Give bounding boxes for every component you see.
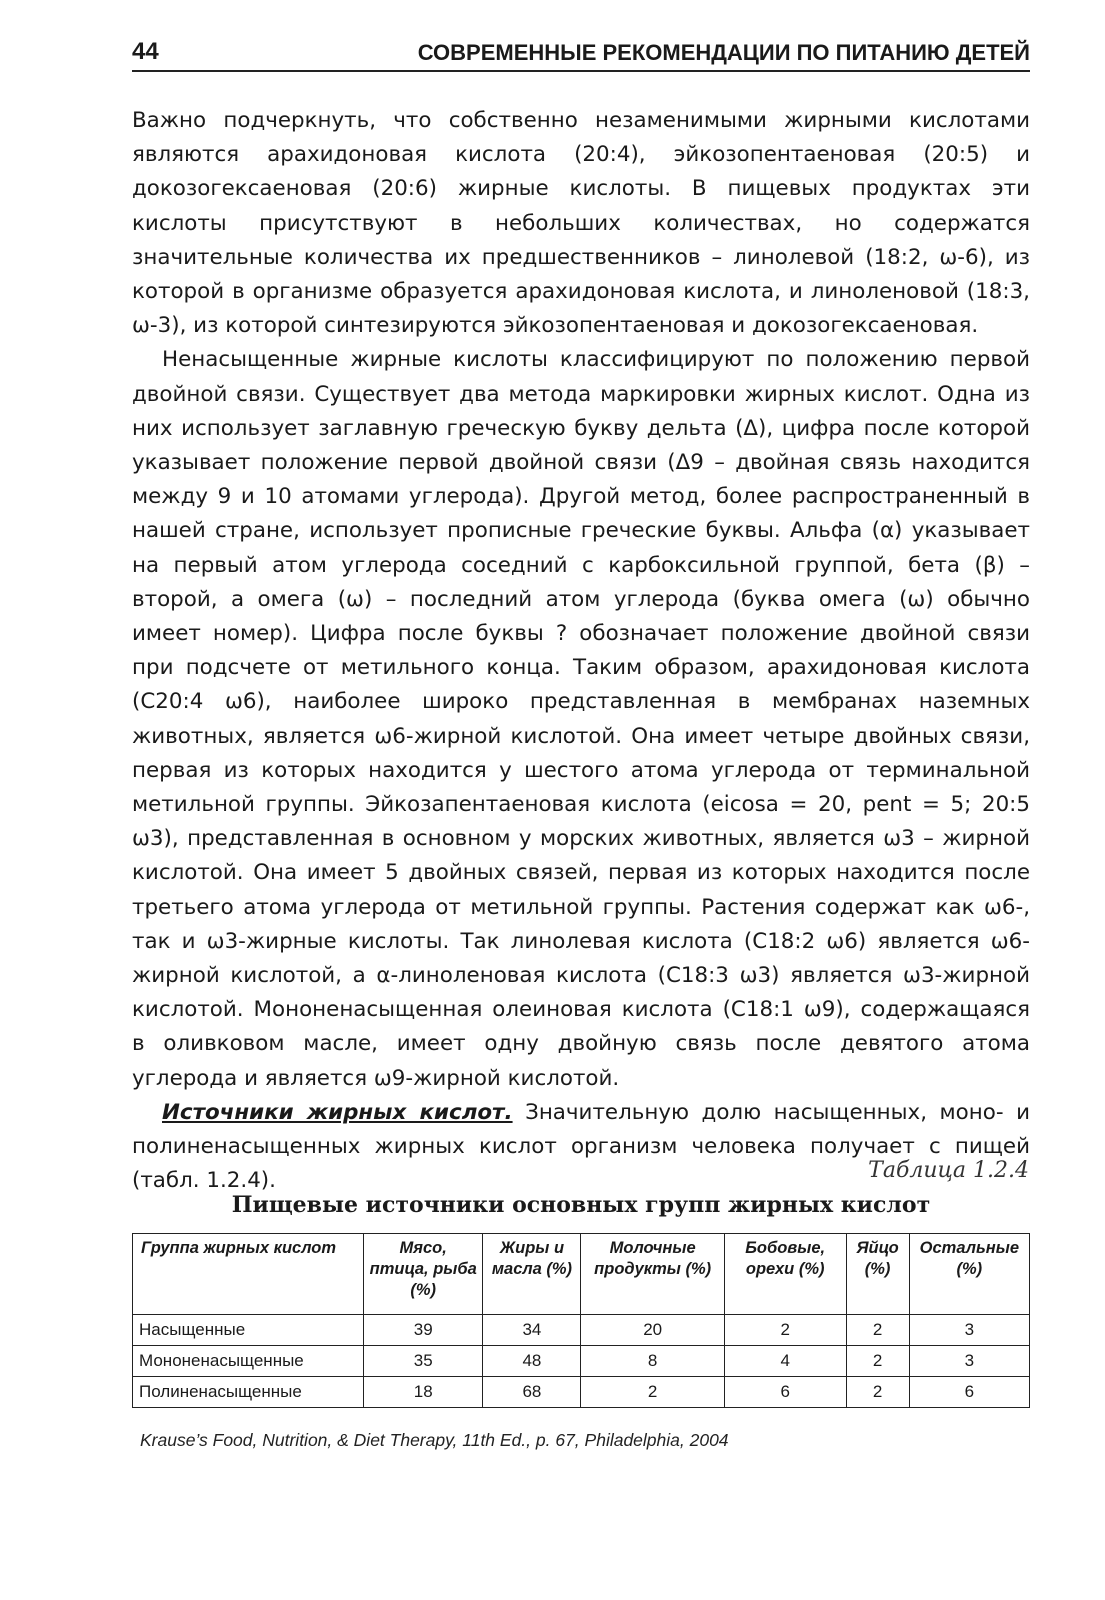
table-row: [133, 1377, 1030, 1408]
table-cell: 39: [364, 1315, 483, 1346]
table-cell: 2: [581, 1377, 724, 1408]
section-heading-sources: Источники жирных кислот.: [162, 1099, 513, 1125]
table-cell: 6: [909, 1377, 1029, 1408]
table-source-citation: Krause’s Food, Nutrition, & Diet Therapy, 11th Ed., p. 67, Philadelphia, 2004: [140, 1430, 729, 1450]
column-header: Жиры и масла (%): [483, 1234, 581, 1315]
column-header: Яйцо (%): [846, 1234, 909, 1315]
table-cell: 6: [724, 1377, 846, 1408]
table-cell: 48: [483, 1346, 581, 1377]
page-header: [132, 38, 1030, 72]
table-cell: 20: [581, 1315, 724, 1346]
table-cell: 68: [483, 1377, 581, 1408]
column-header: Мясо, птица, рыба (%): [364, 1234, 483, 1315]
table-cell: 34: [483, 1315, 581, 1346]
table-cell: 35: [364, 1346, 483, 1377]
table-cell: 4: [724, 1346, 846, 1377]
running-title: СОВРЕМЕННЫЕ РЕКОМЕНДАЦИИ ПО ПИТАНИЮ ДЕТЕЙ: [417, 40, 1030, 65]
paragraph-sources: [132, 1096, 1030, 1199]
column-header: Бобовые, орехи (%): [724, 1234, 846, 1315]
table-label: Таблица 1.2.4: [868, 1158, 1029, 1183]
body-text: [132, 104, 1030, 1199]
table-header-row: [133, 1234, 1030, 1315]
table-cell: 2: [846, 1346, 909, 1377]
page-number: 44: [132, 38, 159, 65]
fatty-acid-sources-table: [132, 1233, 1030, 1408]
table-cell: Мононенасыщенные: [133, 1346, 364, 1377]
table-cell: 2: [846, 1377, 909, 1408]
paragraph-classification: Ненасыщенные жирные кислоты классифицируют по положению первой двойной связи. Существует два метода маркировки жирных кислот. Одна из них использует заглавную греческую букву дельта (Δ), цифра после которой указывает положение первой двойной связи (Δ9 – двойная связь находится между 9 и 10 атомами углерода). Другой метод, более распространенный в нашей стране, использует прописные греческие буквы. Альфа (α) указывает на первый атом углерода соседний с карбоксильной группой, бета (β) – второй, а омега (ω) – последний атом углерода (буква омега (ω) обычно имеет номер). Цифра после буквы ? обозначает положение двойной связи при подсчете от метильного конца. Таким образом, арахидоновая кислота (С20:4 ω6), наиболее широко представленная в мембранах наземных животных, является ω6-жирной кислотой. Она имеет четыре двойных связи, первая из которых находится у шестого атома углерода от терминальной метильной группы. Эйкозапентаеновая кислота (eicosa = 20, pent = 5; 20:5 ω3), представленная в основном у морских животных, является ω3 – жирной кислотой. Она имеет 5 двойных связей, первая из которых находится после третьего атома углерода от метильной группы. Растения содержат как ω6-, так и ω3-жирные кислоты. Так линолевая кислота (С18:2 ω6) является ω6-жирной кислотой, а α-линоленовая кислота (С18:3 ω3) является ω3-жирной кислотой. Мононенасыщенная олеиновая кислота (С18:1 ω9), содержащаяся в оливковом масле, имеет одну двойную связь после девятого атома углерода и является ω9-жирной кислотой.: [132, 347, 1030, 1091]
column-header: Остальные (%): [909, 1234, 1029, 1315]
table-cell: 3: [909, 1315, 1029, 1346]
table-cell: 2: [846, 1315, 909, 1346]
paragraph-sources-text: Значительную долю насыщенных, моно- и полиненасыщенных жирных кислот организм человека получает с пищей (табл. 1.2.4).: [132, 1099, 1030, 1194]
column-header: Группа жирных кислот: [133, 1234, 364, 1315]
table-row: [133, 1315, 1030, 1346]
paragraph-essential-fatty-acids: Важно подчеркнуть, что собственно незаменимыми жирными кислотами являются арахидоновая кислота (20:4), эйкозопентаеновая (20:5) и докозогексаеновая (20:6) жирные кислоты. В пищевых продуктах эти кислоты присутствуют в небольших количествах, но содержатся значительные количества их предшественников – линолевой (18:2, ω-6), из которой в организме образуется арахидоновая кислота, и линоленовой (18:3, ω-3), из которой синтезируются эйкозопентаеновая и докозогексаеновая.: [132, 108, 1030, 339]
table-cell: Насыщенные: [133, 1315, 364, 1346]
table-cell: 8: [581, 1346, 724, 1377]
column-header: Молочные продукты (%): [581, 1234, 724, 1315]
table-cell: 18: [364, 1377, 483, 1408]
table-title: Пищевые источники основных групп жирных кислот: [231, 1192, 931, 1218]
table-row: [133, 1346, 1030, 1377]
table-cell: Полиненасыщенные: [133, 1377, 364, 1408]
table-cell: 3: [909, 1346, 1029, 1377]
table-cell: 2: [724, 1315, 846, 1346]
